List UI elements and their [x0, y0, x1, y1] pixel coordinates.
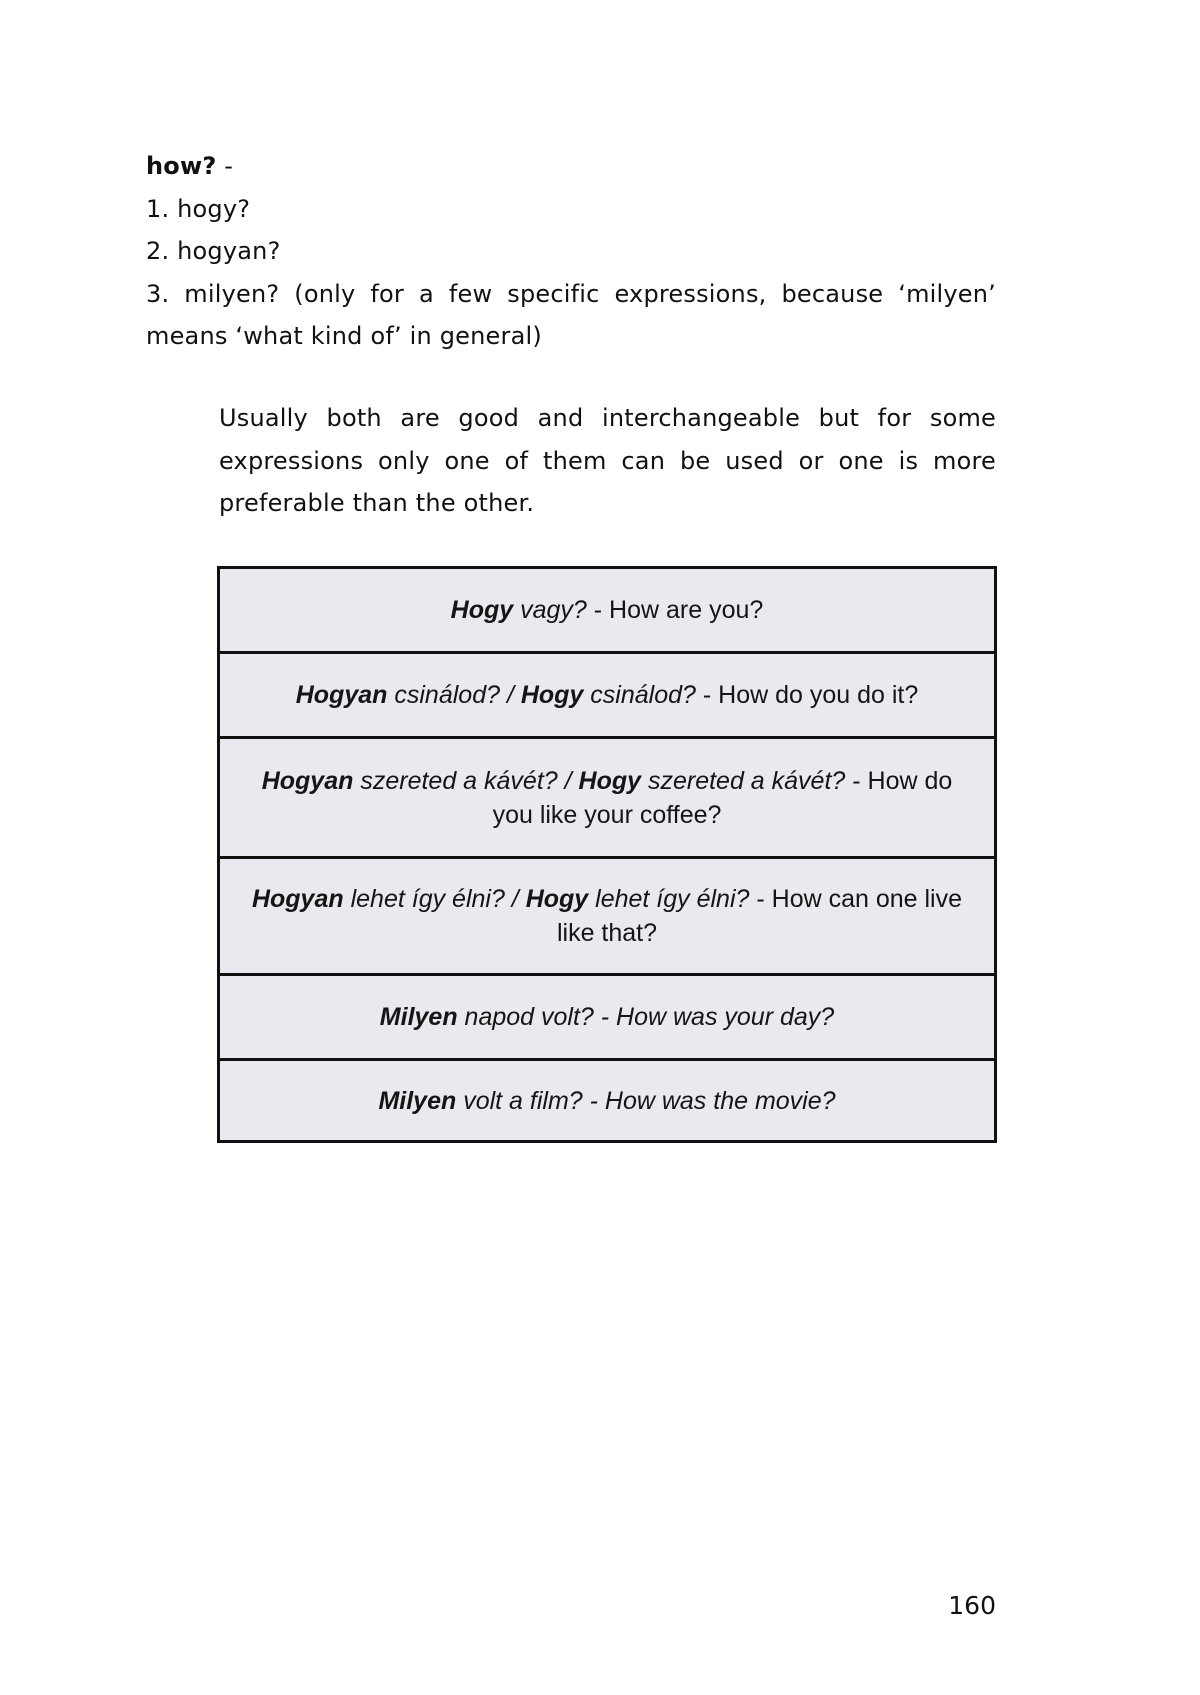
table-row	[220, 569, 994, 651]
row-translation: - How can one live like that?	[556, 885, 963, 947]
row-phrase: lehet így élni? /	[343, 885, 526, 913]
row-keyword: Hogyan	[251, 885, 344, 913]
row-keyword: Hogyan	[295, 681, 388, 709]
row-keyword-alt: Hogy	[525, 885, 589, 913]
row-keyword: Milyen	[378, 1086, 457, 1115]
intro-item-3: 3. milyen? (only for a few specific expressions, because ‘milyen’ means ‘what kind of’ in general)	[146, 279, 996, 350]
row-phrase: napod volt? - How was your day?	[457, 1003, 835, 1031]
row-keyword: Hogy	[450, 596, 514, 624]
heading-word: how?	[146, 152, 217, 180]
row-translation: - How are you?	[586, 596, 764, 624]
row-phrase: csinálod? /	[387, 681, 521, 709]
row-keyword-alt: Hogy	[520, 681, 584, 709]
intro-section	[146, 145, 996, 358]
usage-note: Usually both are good and interchangeable but for some expressions only one of them can be used or one is more preferable than the other.	[219, 404, 996, 517]
row-phrase-alt: szereted a kávét?	[641, 766, 846, 795]
table-row	[220, 973, 994, 1058]
row-translation: - How do you like your coffee?	[492, 766, 953, 829]
table-row	[220, 651, 994, 736]
row-phrase-alt: lehet így élni?	[588, 885, 750, 913]
row-phrase: szereted a kávét? /	[353, 766, 579, 795]
table-row	[220, 736, 994, 856]
row-phrase: volt a film? - How was the movie?	[456, 1086, 836, 1115]
row-phrase-alt: csinálod?	[583, 681, 696, 709]
row-keyword: Milyen	[379, 1003, 458, 1031]
page-number: 160	[948, 1591, 996, 1620]
table-row	[220, 1058, 994, 1140]
intro-item-1: 1. hogy?	[146, 194, 251, 223]
table-row	[220, 856, 994, 973]
intro-heading	[146, 145, 996, 188]
row-keyword: Hogyan	[261, 766, 354, 795]
expressions-table	[217, 566, 997, 1143]
heading-dash: -	[216, 152, 234, 180]
intro-item-2: 2. hogyan?	[146, 237, 281, 265]
row-translation: - How do you do it?	[695, 681, 919, 709]
row-phrase: vagy?	[513, 596, 587, 624]
row-keyword-alt: Hogy	[578, 766, 642, 795]
